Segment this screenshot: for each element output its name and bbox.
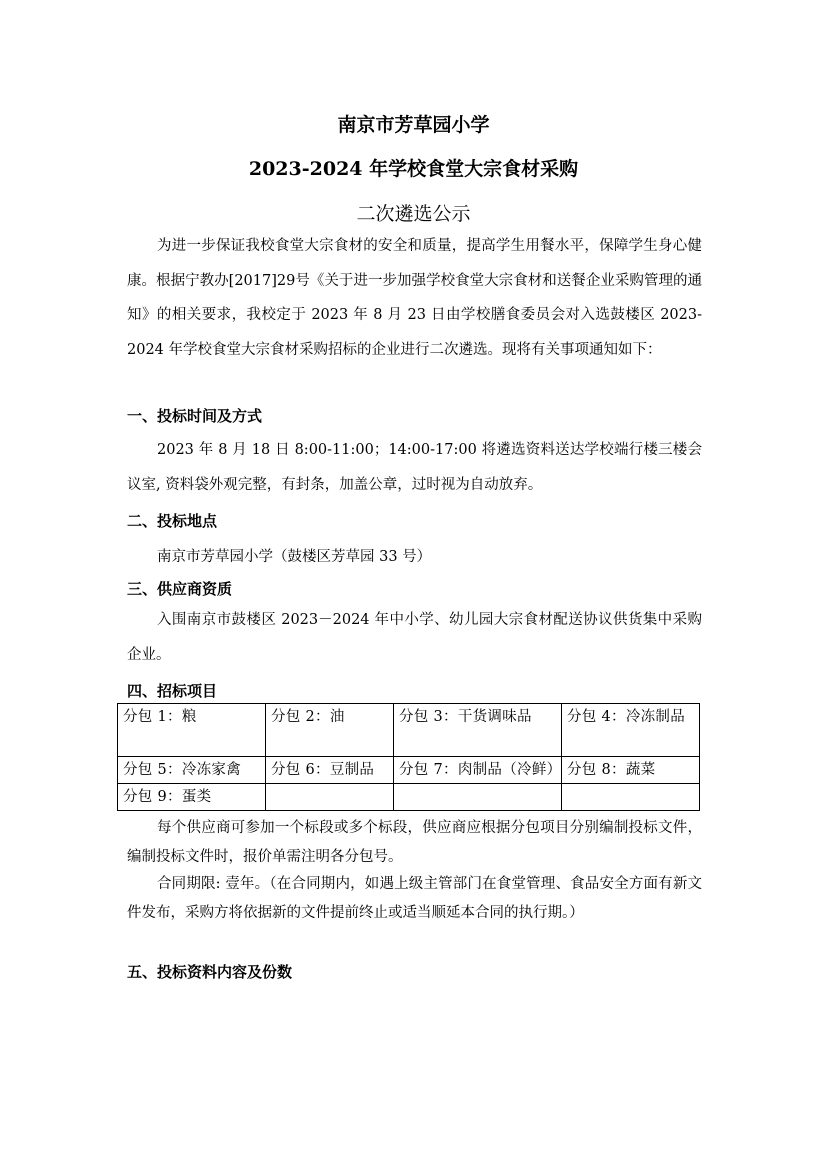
table-row <box>118 757 700 784</box>
table-row <box>118 704 700 757</box>
contract-term-note: 合同期限: 壹年。（在合同期内，如遇上级主管部门在食堂管理、食品安全方面有新文件发布，采购方将依据新的文件提前终止或适当顺延本合同的执行期。） <box>127 876 702 921</box>
table-cell: 分包 6：豆制品 <box>266 757 394 784</box>
notice-title: 二次遴选公示 <box>356 203 471 225</box>
table-cell: 分包 9：蛋类 <box>118 784 266 811</box>
table-cell: 分包 3：干货调味品 <box>394 704 562 757</box>
table-cell <box>266 784 394 811</box>
section-3-heading: 三、供应商资质 <box>127 580 233 598</box>
table-cell: 分包 5：冷冻家禽 <box>118 757 266 784</box>
package-table <box>117 703 700 811</box>
section-2-heading: 二、投标地点 <box>127 512 218 530</box>
table-cell <box>394 784 562 811</box>
table-cell: 分包 1：粮 <box>118 704 266 757</box>
table-cell <box>562 784 700 811</box>
project-title: 2023-2024 年学校食堂大宗食材采购 <box>248 158 579 180</box>
table-cell: 分包 8：蔬菜 <box>562 757 700 784</box>
section-3-text: 入围南京市鼓楼区 2023－2024 年中小学、幼儿园大宗食材配送协议供货集中采购企业。 <box>127 612 702 663</box>
table-cell: 分包 7：肉制品（冷鲜） <box>394 757 562 784</box>
section-5-heading: 五、投标资料内容及份数 <box>127 963 293 981</box>
section-1-text: 2023 年 8 月 18 日 8:00-11:00；14:00-17:00 将遴选资料送达学校端行楼三楼会议室, 资料袋外观完整，有封条，加盖公章，过时视为自动放弃。 <box>127 442 702 493</box>
section-2-text: 南京市芳草园小学（鼓楼区芳草园 33 号） <box>157 549 432 565</box>
section-4-heading: 四、招标项目 <box>127 682 218 700</box>
bid-rule-note: 每个供应商可参加一个标段或多个标段，供应商应根据分包项目分别编制投标文件，编制投标文件时，报价单需注明各分包号。 <box>127 820 702 865</box>
section-1-heading: 一、投标时间及方式 <box>127 407 263 425</box>
intro-paragraph: 为进一步保证我校食堂大宗食材的安全和质量，提高学生用餐水平，保障学生身心健康。根据宁教办[2017]29号《关于进一步加强学校食堂大宗食材和送餐企业采购管理的通知》的相关要求，我校定于 2023 年 8 月 23 日由学校膳食委员会对入选鼓楼区 2023-2024 年学校食堂大宗食材采购招标的企业进行二次遴选。现将有关事项通知如下： <box>127 238 702 358</box>
table-row <box>118 784 700 811</box>
table-cell: 分包 2：油 <box>266 704 394 757</box>
school-title: 南京市芳草园小学 <box>337 114 490 136</box>
table-cell: 分包 4：冷冻制品 <box>562 704 700 757</box>
